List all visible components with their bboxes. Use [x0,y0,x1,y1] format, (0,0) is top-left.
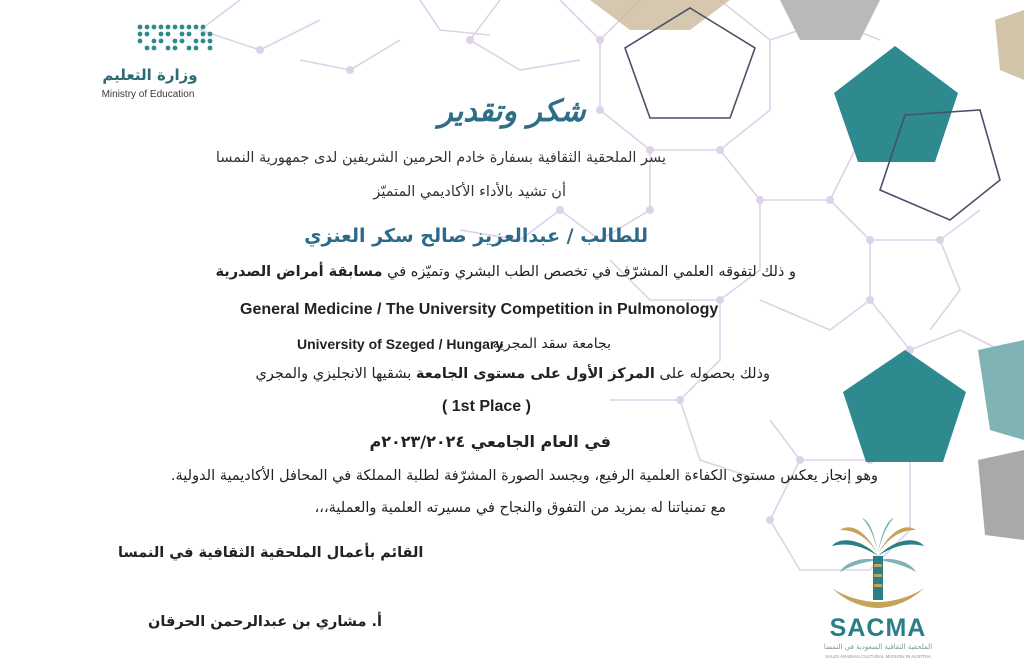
specialty-text: و ذلك لتفوقه العلمي المشرّف في تخصص الطب البشري وتميّزه في [382,264,796,280]
pentagon-gold-right [995,10,1024,80]
ministry-name-en: Ministry of Education [101,89,195,100]
academic-year: في العام الجامعي ٢٠٢٣/٢٠٢٤م [369,432,611,451]
accomplishment-line: وهو إنجاز يعكس مستوى الكفاءة العلمية الرفيع، ويجسد الصورة المشرّفة لطلبة المملكة في المحافل الأكاديمية الدولية. [170,468,878,484]
achievement-prefix: وذلك بحصوله على [654,366,770,382]
pentagon-teal-lower [843,350,966,462]
certificate-title: شكر وتقدير [438,94,586,129]
signatory-name: أ. مشاري بن عبدالرحمن الحرقان [148,614,383,630]
signatory-title: القائم بأعمال الملحقية الثقافية في النمسا [118,545,424,561]
university-ar: بجامعة سقد المجرية [492,336,611,352]
pentagon-gold-top [590,0,730,30]
praise-line: أن تشيد بالأداء الأكاديمي المتميّز [373,184,566,200]
achievement-line [256,366,770,382]
sacma-subtitle-ar: الملحقية الثقافية السعودية في النمسا [823,643,933,651]
palm-emblem-icon [818,516,938,616]
competition-name-ar: مسابقة أمراض الصدرية [215,264,383,280]
student-name: للطالب / عبدالعزيز صالح سكر العنزي [304,225,648,247]
university-en: University of Szeged / Hungary [297,336,504,352]
wishes-line: مع تمنياتنا له بمزيد من التفوق والنجاح في مسيرته العلمية والعملية،،، [314,500,726,516]
place-label: ( 1st Place ) [442,398,531,415]
achievement-bold: المركز الأول على مستوى الجامعة [415,366,655,382]
ministry-dots-icon [136,22,216,62]
ministry-name-ar: وزارة التعليم [102,66,198,84]
competition-name-en: General Medicine / The University Competition in Pulmonology [240,301,719,318]
intro-line: يسر الملحقية الثقافية بسفارة خادم الحرمين الشريفين لدى جمهورية النمسا [215,150,666,166]
pentagon-grey-bottom [978,450,1024,540]
sacma-logo [818,516,938,664]
pentagon-light-teal [978,340,1024,440]
sacma-title: SACMA [829,614,927,642]
specialty-line [215,264,796,280]
sacma-subtitle-en: SAUDI ARABIAN CULTURAL MISSION IN AUSTRIA [825,654,931,659]
achievement-suffix: بشقيها الانجليزي والمجري [255,366,416,382]
